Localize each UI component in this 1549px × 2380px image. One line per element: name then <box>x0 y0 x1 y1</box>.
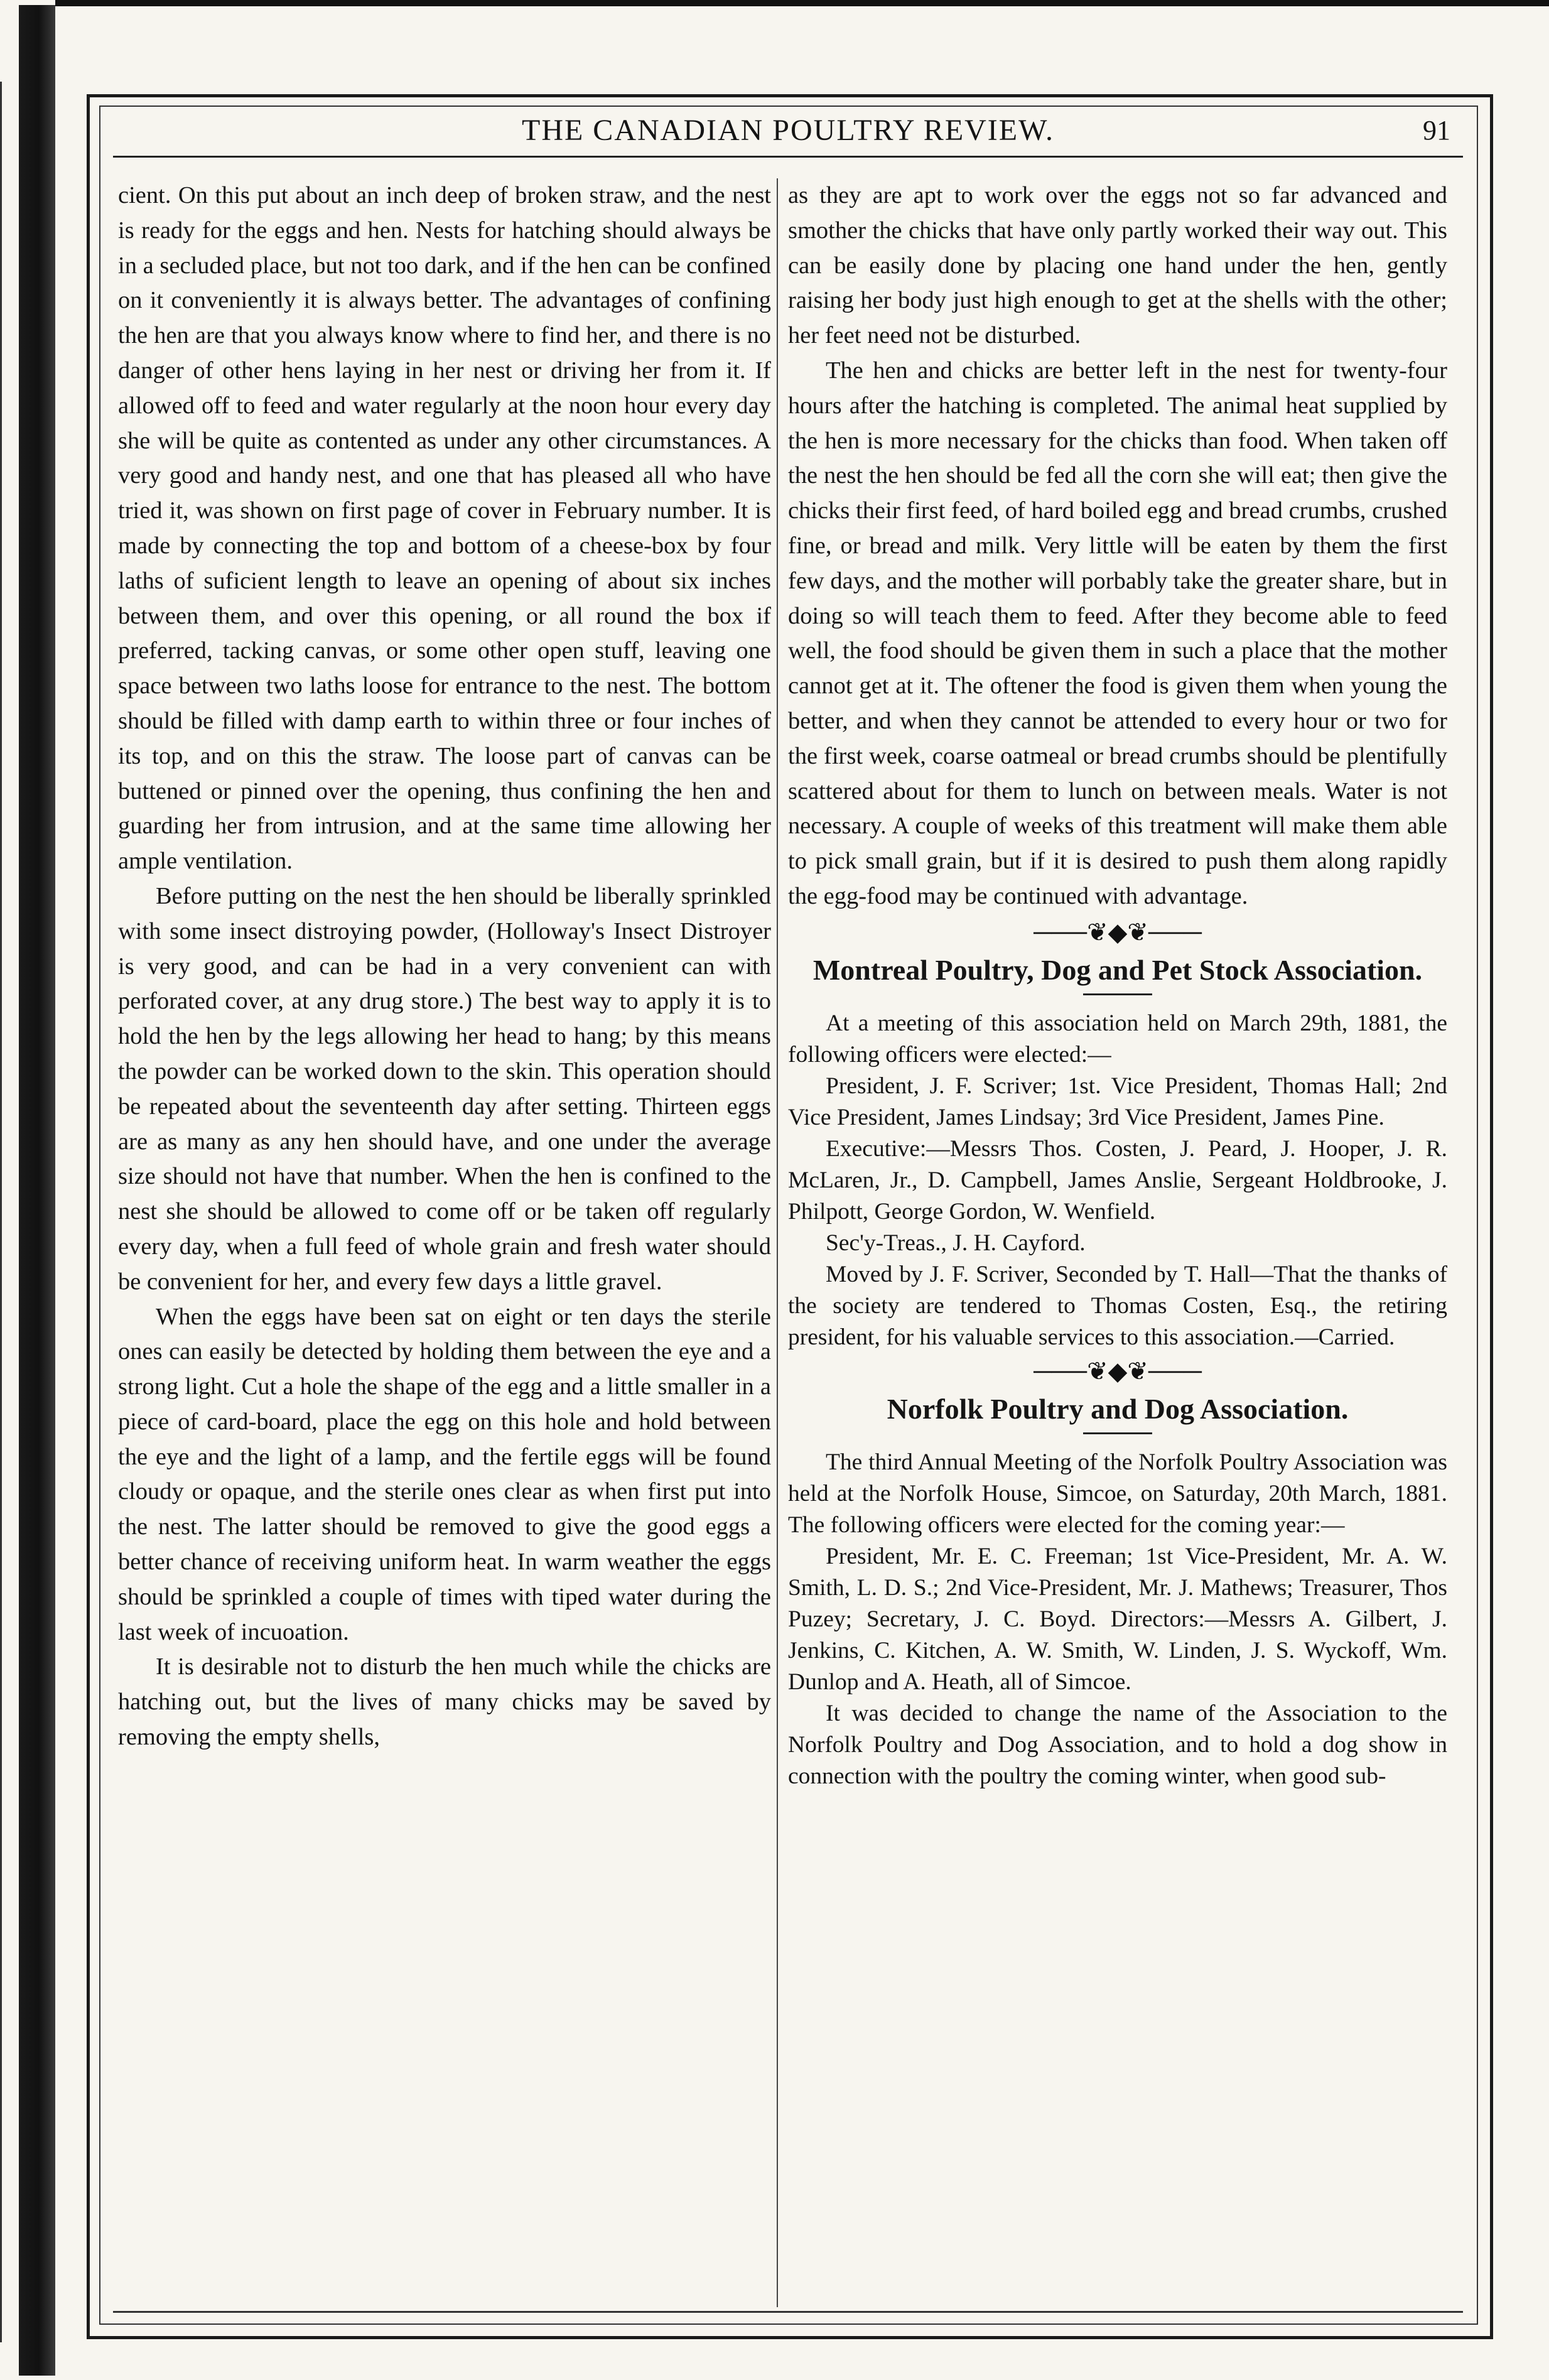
paragraph: President, Mr. E. C. Freeman; 1st Vice-President, Mr. A. W. Smith, L. D. S.; 2nd Vice-President, Mr. J. Mathews; Treasurer, Thos Puzey; Secretary, J. C. Boyd. Directors:—Messrs A. Gilbert, J. Jenkins, C. Kitchen, A. W. Smith, W. Linden, J. S. Wyckoff, Wm. Dunlop and A. Heath, all of Simcoe. <box>788 1543 1447 1695</box>
page-edge-line <box>0 82 7 2342</box>
section-ornament: ───❦◆❦─── <box>1034 917 1202 946</box>
paragraph: Executive:—Messrs Thos. Costen, J. Peard, J. Hooper, J. R. McLaren, Jr., D. Campbell, James Anslie, Sergeant Holdbrooke, J. Philpott, George Gordon, W. Wenfield. <box>788 1135 1447 1225</box>
column-divider <box>777 178 778 2307</box>
paragraph: It was decided to change the name of the Association to the Norfolk Poultry and Dog Association, and to hold a dog show in connection with the poultry the coming winter, when good sub- <box>788 1700 1447 1789</box>
page-number: 91 <box>1423 115 1450 146</box>
norfolk-section-title: Norfolk Poultry and Dog Association. <box>887 1392 1349 1425</box>
paragraph: cient. On this put about an inch deep of broken straw, and the nest is ready for the eggs and hen. Nests for hatching should always be in a secluded place, but not too dark, and if the hen can be confined on it conveniently it is always better. The advantages of confining the hen are that you always know where to find her, and there is no danger of other hens laying in her nest or driving her from it. If allowed off to feed and water regularly at the noon hour every day she will be quite as contented as under any other circumstances. A very good and handy nest, and one that has pleased all who have tried it, was shown on first page of cover in February number. It is made by connecting the top and bottom of a cheese-box by four laths of suficient length to leave an opening of about six inches between them, and over this opening, or all round the box if preferred, tacking canvas, or some other open stuff, leaving one space between two laths loose for entrance to the nest. The bottom should be filled with damp earth to within three or four inches of its top, and on this the straw. The loose part of canvas can be buttened or pinned over the opening, thus confining the hen and guarding her from intrusion, and at the same time allowing her ample ventilation. <box>118 182 771 875</box>
paragraph: Moved by J. F. Scriver, Seconded by T. Hall—That the thanks of the society are tendered to Thomas Costen, Esq., the retiring president, for his valuable services to this association.—Carried. <box>788 1261 1447 1350</box>
bottom-rule <box>113 2311 1463 2313</box>
montreal-section-title: Montreal Poultry, Dog and Pet Stock Association. <box>812 953 1423 986</box>
paragraph: Sec'y-Treas., J. H. Cayford. <box>826 1230 1086 1256</box>
title-underline <box>1083 1432 1152 1434</box>
norfolk-section-body <box>788 1447 1447 1792</box>
paragraph: The third Annual Meeting of the Norfolk Poultry Association was held at the Norfolk House, Simcoe, on Saturday, 20th March, 1881. The following officers were elected for the coming year:— <box>788 1449 1447 1538</box>
page-header <box>113 112 1463 158</box>
paragraph: President, J. F. Scriver; 1st. Vice President, Thomas Hall; 2nd Vice President, James Lindsay; 3rd Vice President, James Pine. <box>788 1073 1447 1130</box>
binding-edge <box>19 5 55 2376</box>
right-column <box>788 178 1447 1792</box>
left-column <box>118 178 771 1755</box>
paragraph: At a meeting of this association held on March 29th, 1881, the following officers were elected:— <box>788 1010 1447 1068</box>
paragraph: as they are apt to work over the eggs not so far advanced and smother the chicks that have only partly worked their way out. This can be easily done by placing one hand under the hen, gently raising her body just high enough to get at the shells with the other; her feet need not be disturbed. <box>788 182 1447 349</box>
paragraph: When the eggs have been sat on eight or ten days the sterile ones can easily be detected by holding them between the eye and a strong light. Cut a hole the shape of the egg and a little smaller in a piece of card-board, place the egg on this hole and hold between the eye and the light of a lamp, and the fertile eggs will be found cloudy or opaque, and the sterile ones clear as when first put into the nest. The latter should be removed to give the good eggs a better chance of receiving uniform heat. In warm weather the eggs should be sprinkled a couple of times with tiped water during the last week of incuoation. <box>118 1303 771 1645</box>
top-rule <box>55 0 1549 6</box>
paragraph: Before putting on the nest the hen should be liberally sprinkled with some insect distroying powder, (Holloway's Insect Distroyer is very good, and can be had in a very convenient can with perforated cover, at any drug store.) The best way to apply it is to hold the hen by the legs allowing her head to hang; by this means the powder can be worked down to the skin. This operation should be repeated about the seventeenth day after setting. Thirteen eggs are as many as any hen should have, and one under the average size should not have that number. When the hen is confined to the nest she should be allowed to come off or be taken off regularly every day, when a full feed of whole grain and fresh water should be convenient for her, and every few days a little gravel. <box>118 882 771 1295</box>
montreal-section-body <box>788 1008 1447 1353</box>
section-ornament: ───❦◆❦─── <box>1034 1356 1202 1385</box>
title-underline <box>1083 993 1152 995</box>
paragraph: The hen and chicks are better left in the nest for twenty-four hours after the hatching is completed. The animal heat supplied by the hen is more necessary for the chicks than food. When taken off the nest the hen should be fed all the corn she will eat; then give the chicks their first feed, of hard boiled egg and bread crumbs, crushed fine, or bread and milk. Very little will be eaten by them the first few days, and the mother will porbably take the greater share, but in doing so will teach them to feed. After they become able to feed well, the food should be given them in such a place that the mother cannot get at it. The oftener the food is given them when young the better, and when they cannot be attended to every hour or two for the first week, coarse oatmeal or bread crumbs should be plentifully scattered about for them to lunch on between meals. Water is not necessary. A couple of weeks of this treatment will make them able to pick small grain, but if it is desired to push them along rapidly the egg-food may be continued with advantage. <box>788 357 1447 909</box>
journal-title: THE CANADIAN POULTRY REVIEW. <box>522 114 1054 147</box>
paragraph: It is desirable not to disturb the hen much while the chicks are hatching out, but the lives of many chicks may be saved by removing the empty shells, <box>118 1653 771 1751</box>
